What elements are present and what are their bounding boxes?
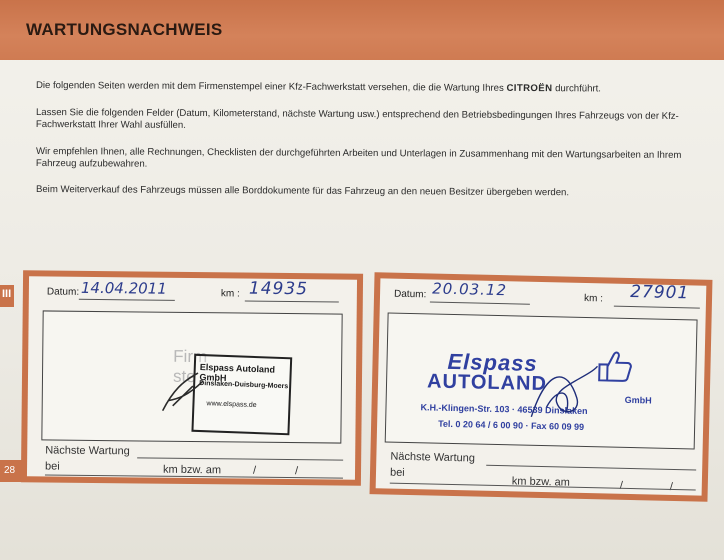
next-service-label: Nächste Wartung bbox=[45, 444, 130, 458]
next-service-line bbox=[45, 474, 343, 478]
page-title: WARTUNGSNACHWEIS bbox=[26, 20, 223, 39]
next-service-bei: bei bbox=[45, 460, 60, 473]
next-service-km-or-date: km bzw. am bbox=[162, 463, 222, 477]
stamp-brand: Elspass bbox=[447, 348, 538, 376]
km-label: km : bbox=[220, 288, 240, 300]
card-inner bbox=[376, 278, 707, 495]
stamp-autoland: AUTOLAND bbox=[426, 370, 548, 396]
next-service-line bbox=[137, 457, 343, 460]
stamp-placeholder-text: ste bbox=[172, 366, 196, 387]
intro-paragraph-3: Wir empfehlen Ihnen, alle Rechnungen, Checklisten der durchgeführten Arbeiten und Unterlagen in Zusammenhang mit den Wartungsarbeiten an Ihrem Fahrzeug aufzubewahren. bbox=[35, 146, 682, 170]
km-line bbox=[245, 301, 339, 303]
date-label: Datum: bbox=[393, 288, 427, 301]
date-label: Datum: bbox=[46, 286, 80, 298]
km-value-handwritten: 14935 bbox=[248, 278, 309, 300]
intro-text: Die folgenden Seiten werden mit dem Firmenstempel einer Kfz-Fachwerkstatt versehen, die die Wartung Ihres bbox=[35, 80, 507, 94]
km-label: km : bbox=[583, 292, 604, 305]
stamp-area bbox=[41, 310, 342, 443]
stamp-placeholder-text: Firm bbox=[173, 346, 208, 367]
next-service-km-or-date: km bzw. am bbox=[511, 475, 571, 489]
next-service-label: Nächste Wartung bbox=[390, 450, 476, 465]
page-number: 28 bbox=[4, 465, 16, 476]
stamp-dealer-web: www.elspass.de bbox=[206, 400, 257, 410]
intro-paragraph-1 bbox=[36, 80, 712, 96]
stamp-phone-fax: Tel. 0 20 64 / 6 00 90 · Fax 60 09 99 bbox=[438, 418, 585, 432]
brand-name: CITROËN bbox=[506, 82, 553, 95]
next-service-line bbox=[486, 465, 696, 471]
date-separator: / bbox=[619, 479, 623, 492]
stamp-gmbh: GmbH bbox=[624, 394, 652, 406]
date-value-handwritten: 14.04.2011 bbox=[80, 278, 167, 298]
signature-scribble bbox=[153, 361, 214, 422]
date-line bbox=[430, 301, 530, 304]
signature-scribble bbox=[526, 357, 608, 429]
stamp-dealer-name: Elspass Autoland GmbH bbox=[199, 361, 276, 383]
intro-paragraph-4: Beim Weiterverkauf des Fahrzeugs müssen alle Borddokumente für das Fahrzeug an den neuen Besitzer übergeben werden. bbox=[35, 184, 570, 199]
km-value-handwritten: 27901 bbox=[629, 282, 690, 304]
service-entry-card-2 bbox=[370, 272, 713, 502]
stamp-dealer-city: Dinslaken-Duisburg-Moers bbox=[199, 379, 289, 391]
stamp-area bbox=[385, 313, 698, 450]
date-separator: / bbox=[669, 480, 673, 494]
date-separator: / bbox=[294, 465, 299, 478]
stamp-address: K.H.-Klingen-Str. 103 · 46539 Dinslaken bbox=[420, 402, 588, 417]
date-separator: / bbox=[252, 464, 257, 477]
section-tab-label: III bbox=[2, 288, 12, 300]
km-line bbox=[614, 306, 700, 309]
intro-text: durchführt. bbox=[552, 83, 602, 95]
date-value-handwritten: 20.03.12 bbox=[432, 279, 508, 300]
intro-paragraph-2: Lassen Sie die folgenden Felder (Datum, Kilometerstand, nächste Wartung usw.) entsprechend den Betriebsbedingungen Ihres Fahrzeugs von der Kfz-Fachwerkstatt Ihrer Wahl ausfüllen. bbox=[35, 107, 679, 131]
next-service-bei: bei bbox=[389, 466, 405, 479]
date-line bbox=[79, 299, 175, 301]
card-inner bbox=[27, 276, 357, 479]
service-entry-card-1 bbox=[21, 270, 363, 486]
